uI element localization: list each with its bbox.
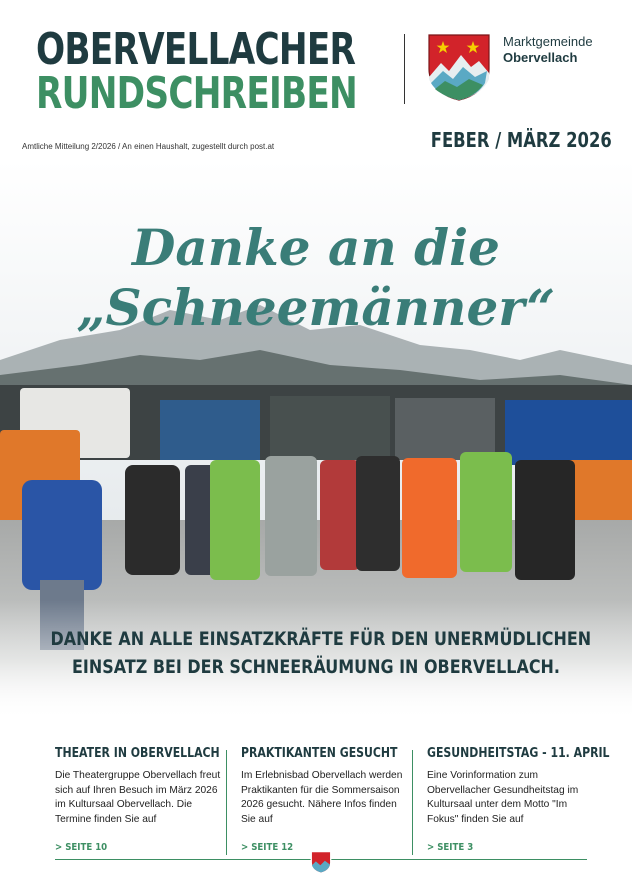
hero-caption-line1: DANKE AN ALLE EINSATZKRÄFTE FÜR DEN UNERMÜDLICHEN	[50, 628, 592, 650]
hero-headline-line2: „Schneemänner“	[76, 278, 556, 337]
teaser-page-link[interactable]: > SEITE 10	[55, 842, 108, 853]
teaser-text: Die Theatergruppe Obervellach freut sich auf Ihren Besuch im März 2026 im Kultursaal Obervellach. Die Termine finden Sie auf	[55, 770, 221, 825]
issue-date: FEBER / MÄRZ 2026	[430, 128, 612, 152]
teaser-text: Im Erlebnisbad Obervellach werden Praktikanten für die Sommersaison 2026 gesucht. Nähere Infos finden Sie auf	[241, 770, 403, 825]
teaser-text: Eine Vorinformation zum Obervellacher Gesundheitstag im Kultursaal unter dem Motto "Im Fokus" finden Sie auf	[427, 770, 579, 825]
teaser-title: THEATER IN OBERVELLACH	[55, 746, 220, 761]
teaser-title: GESUNDHEITSTAG - 11. APRIL	[427, 746, 610, 761]
coat-of-arms-icon	[427, 33, 491, 101]
teaser-interns	[241, 746, 409, 853]
municipality-name: Obervellach	[503, 50, 578, 65]
masthead-title-line1: OBERVELLACHER	[36, 24, 356, 75]
teaser-page-link[interactable]: > SEITE 3	[427, 842, 474, 853]
teaser-theater	[55, 746, 223, 853]
hero-headline-line1: Danke an die	[132, 218, 500, 277]
column-divider	[412, 750, 413, 855]
masthead-divider	[404, 34, 405, 104]
footer-crest-icon	[310, 851, 332, 873]
masthead-title-line2: RUNDSCHREIBEN	[36, 68, 357, 119]
teaser-page-link[interactable]: > SEITE 12	[241, 842, 294, 853]
official-notice-line: Amtliche Mitteilung 2/2026 / An einen Haushalt, zugestellt durch post.at	[22, 142, 275, 151]
hero-caption-line2: EINSATZ BEI DER SCHNEERÄUMUNG IN OBERVELLACH.	[72, 656, 560, 678]
municipality-label: Marktgemeinde	[503, 34, 593, 49]
column-divider	[226, 750, 227, 855]
teaser-title: PRAKTIKANTEN GESUCHT	[241, 746, 398, 761]
teaser-health-day	[427, 746, 610, 853]
